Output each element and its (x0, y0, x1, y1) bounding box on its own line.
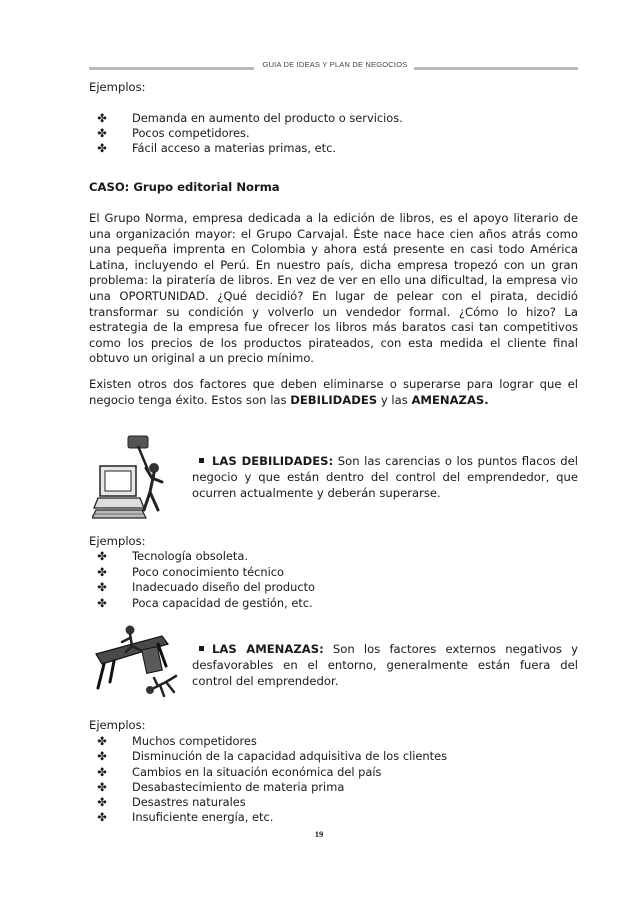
list-item-text: Poco conocimiento técnico (132, 565, 285, 579)
list-item-text: Muchos competidores (132, 734, 257, 748)
bullet-icon: ✤ (97, 111, 107, 125)
amenazas-text: Son los factores externos negativos y desfavorables en el entorno, generalmente están fuera del control del emprendedor. (192, 642, 579, 688)
debilidades-label: LAS DEBILIDADES: (212, 454, 334, 468)
list-item-text: Poca capacidad de gestión, etc. (132, 596, 313, 610)
amenazas-definition (192, 641, 578, 689)
bullet-icon: ✤ (97, 141, 107, 155)
bullet-icon: ✤ (97, 749, 107, 763)
debilidades-text: Son las carencias o los puntos flacos del negocio y que están dentro del control del emprendedor, que ocurren actualmente y deberán superarse. (192, 454, 578, 500)
square-bullet-icon (199, 458, 204, 463)
bullet-icon: ✤ (97, 795, 107, 809)
header-rule-left (89, 67, 254, 70)
bullet-icon: ✤ (97, 549, 107, 563)
list-item-text: Tecnología obsoleta. (132, 549, 248, 563)
header-title: GUIA DE IDEAS Y PLAN DE NEGOCIOS (262, 60, 408, 69)
bullet-icon: ✤ (97, 596, 107, 610)
intro-paragraph (89, 377, 578, 408)
bullet-icon: ✤ (97, 734, 107, 748)
bullet-icon: ✤ (97, 126, 107, 140)
term-debilidades: DEBILIDADES (290, 392, 378, 407)
header-rule-right (414, 67, 578, 70)
examples-heading: Ejemplos: (89, 718, 146, 732)
list-item-text: Inadecuado diseño del producto (132, 580, 316, 594)
bullet-icon: ✤ (97, 580, 107, 594)
page-number: 19 (314, 829, 324, 839)
list-item-text: Pocos competidores. (132, 126, 250, 140)
list-item-text: Cambios en la situación económica del país (132, 765, 382, 779)
examples-heading: Ejemplos: (89, 80, 146, 94)
bullet-icon: ✤ (97, 810, 107, 824)
bullet-icon: ✤ (97, 765, 107, 779)
examples-heading: Ejemplos: (89, 534, 146, 548)
case-body: El Grupo Norma, empresa dedicada a la edición de libros, es el apoyo literario de una organización mayor: el Grupo Carvajal. Éste nace hace cien años atrás como una pequeña imprenta en Colombia y ahora está presente en casi todo América Latina, incluyendo el Perú. En nuestro país, dicha empresa tropezó con un gran problema: la piratería de libros. En vez de ver en ello una dificultad, la empresa vio una OPORTUNIDAD. ¿Qué decidió? En lugar de pelear con el pirata, decidió transformar su condición y volverlo un vendedor formal. ¿Cómo lo hizo? La estrategia de la empresa fue ofrecer los libros más baratos casi tan competitivos como los precios de los productos pirateados, con esta medida el cliente final obtuvo un original a un precio mínimo. (89, 211, 578, 366)
case-title: CASO: Grupo editorial Norma (89, 180, 280, 194)
page-header (89, 60, 578, 74)
list-item-text: Desabastecimiento de materia prima (132, 780, 345, 794)
desk-collapse-illustration (92, 622, 184, 702)
bullet-icon: ✤ (97, 780, 107, 794)
computer-smash-illustration (92, 430, 182, 526)
list-item-text: Fácil acceso a materias primas, etc. (132, 141, 336, 155)
list-item-text: Desastres naturales (132, 795, 246, 809)
amenazas-label: LAS AMENAZAS: (212, 642, 324, 656)
term-amenazas: AMENAZAS. (411, 392, 489, 407)
intro-text-before: Existen otros dos factores que deben eliminarse o superarse para lograr que el negocio tenga éxito. Estos son las (89, 377, 578, 407)
list-item-text: Disminución de la capacidad adquisitiva de los clientes (132, 749, 448, 763)
debilidades-definition (192, 453, 578, 501)
square-bullet-icon (199, 646, 204, 651)
bullet-icon: ✤ (97, 565, 107, 579)
list-item-text: Insuficiente energía, etc. (132, 810, 274, 824)
list-item-text: Demanda en aumento del producto o servicios. (132, 111, 403, 125)
intro-text-middle: y las (377, 392, 412, 407)
